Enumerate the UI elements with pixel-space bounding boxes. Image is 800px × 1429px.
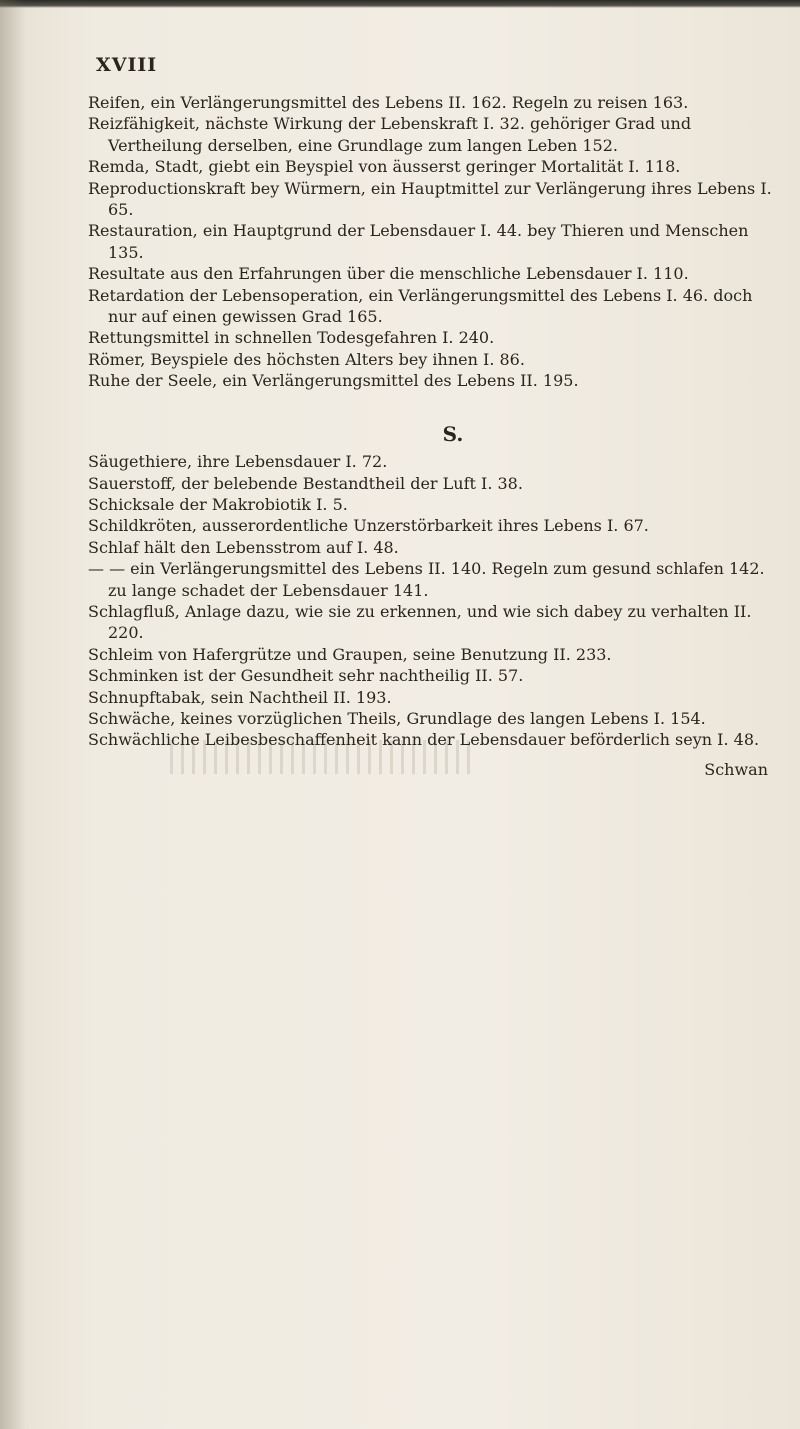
index-entry: Rettungsmittel in schnellen Todesgefahren I. 240. bbox=[88, 328, 495, 348]
index-entry: Römer, Beyspiele des höchsten Alters bey ihnen I. 86. bbox=[88, 349, 525, 369]
index-entry: Säugethiere, ihre Lebensdauer I. 72. bbox=[88, 452, 388, 472]
index-entry: Remda, Stadt, giebt ein Beyspiel von äusserst geringer Mortalität I. 118. bbox=[88, 157, 681, 177]
index-entry: Retardation der Lebensoperation, ein Verlängerungsmittel des Lebens I. 46. doch nur auf einen gewissen Grad 165. bbox=[88, 285, 753, 327]
index-entry: Schminken ist der Gesundheit sehr nachtheilig II. 57. bbox=[88, 666, 524, 686]
index-entry: Reizfähigkeit, nächste Wirkung der Lebenskraft I. 32. gehöriger Grad und Vertheilung derselben, eine Grundlage zum langen Leben 152. bbox=[88, 114, 692, 155]
section-heading-s: S. bbox=[442, 421, 464, 446]
index-entry: Schwäche, keines vorzüglichen Theils, Grundlage des langen Lebens I. 154. bbox=[88, 708, 706, 728]
index-entry: Schleim von Hafergrütze und Graupen, seine Benutzung II. 233. bbox=[88, 644, 612, 664]
index-entry: Schildkröten, ausserordentliche Unzerstörbarkeit ihres Lebens I. 67. bbox=[88, 516, 649, 536]
index-column bbox=[88, 92, 778, 780]
index-entry: Schlaf hält den Lebensstrom auf I. 48. bbox=[88, 537, 399, 557]
entries-s bbox=[88, 451, 778, 751]
index-entry: Reproductionskraft bey Würmern, ein Hauptmittel zur Verlängerung ihres Lebens I. 65. bbox=[88, 178, 772, 220]
index-entry: Schnupftabak, sein Nachtheil II. 193. bbox=[88, 687, 392, 707]
index-entry: Resultate aus den Erfahrungen über die menschliche Lebensdauer I. 110. bbox=[88, 264, 689, 284]
index-entry: Sauerstoff, der belebende Bestandtheil der Luft I. 38. bbox=[88, 473, 523, 493]
page-top-edge bbox=[0, 0, 800, 8]
binding-shadow bbox=[0, 0, 26, 1429]
index-entry: — — ein Verlängerungsmittel des Lebens II. 140. Regeln zum gesund schlafen 142. zu lange schadet der Lebensdauer 141. bbox=[88, 559, 765, 600]
index-entry: Restauration, ein Hauptgrund der Lebensdauer I. 44. bey Thieren und Menschen 135. bbox=[88, 221, 749, 262]
index-entry: Schwächliche Leibesbeschaffenheit kann der Lebensdauer beförderlich seyn I. 48. bbox=[88, 730, 760, 750]
entries-r bbox=[88, 92, 778, 392]
catchword: Schwan bbox=[704, 759, 768, 779]
index-entry: Schicksale der Makrobiotik I. 5. bbox=[88, 494, 348, 514]
index-entry: Ruhe der Seele, ein Verlängerungsmittel des Lebens II. 195. bbox=[88, 371, 579, 391]
page-folio: XVIII bbox=[96, 54, 158, 76]
index-entry: Schlagfluß, Anlage dazu, wie sie zu erkennen, und wie sich dabey zu verhalten II. 220. bbox=[88, 601, 752, 643]
index-entry: Reifen, ein Verlängerungsmittel des Lebens II. 162. Regeln zu reisen 163. bbox=[88, 93, 689, 112]
